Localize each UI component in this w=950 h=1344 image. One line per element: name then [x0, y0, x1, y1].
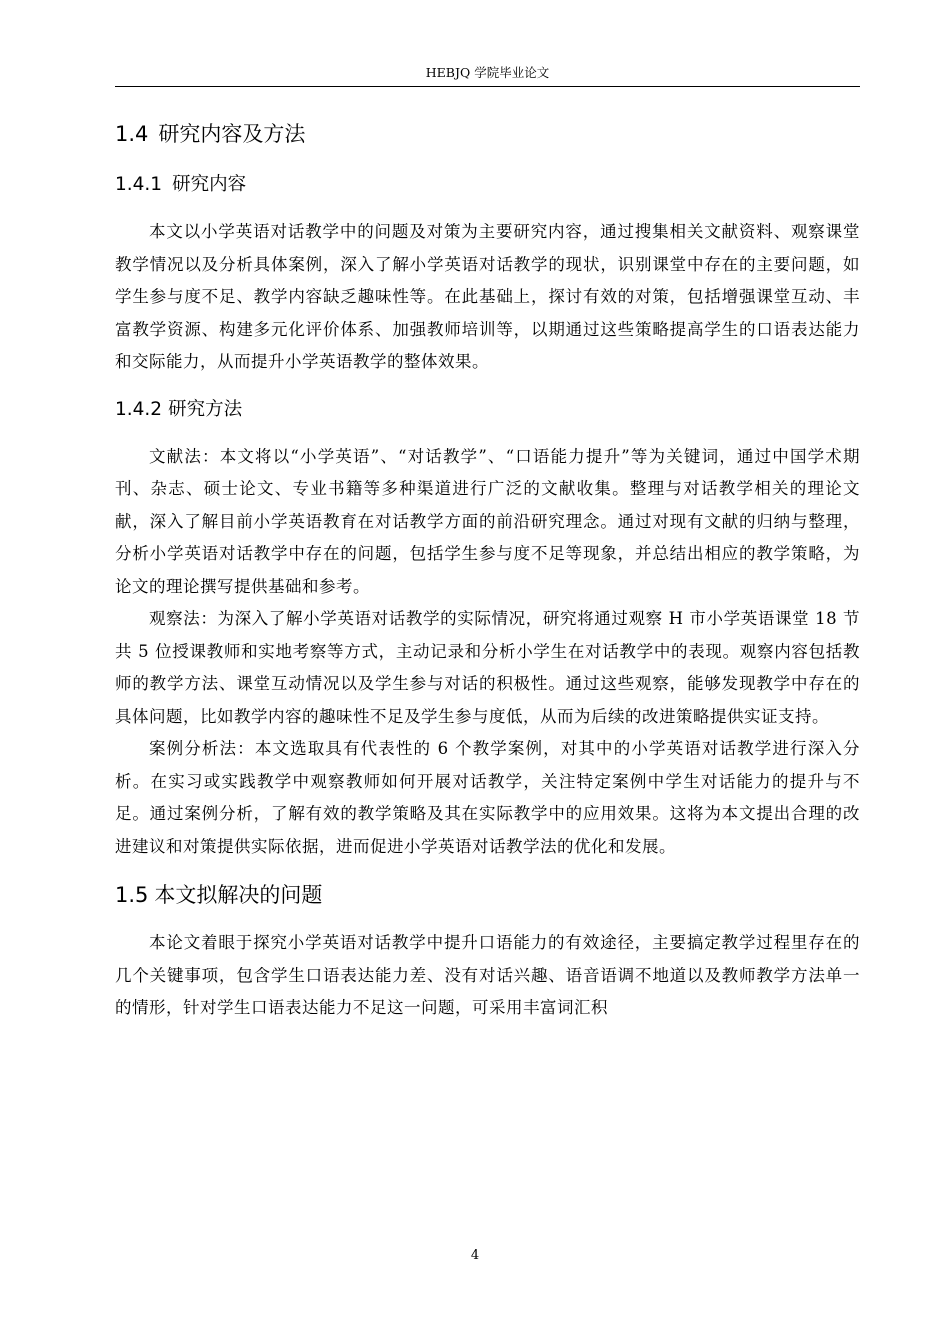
page-body — [115, 118, 860, 1025]
paragraph-problems-to-solve: 本论文着眼于探究小学英语对话教学中提升口语能力的有效途径，主要搞定教学过程里存在的几个关键事项，包含学生口语表达能力差、没有对话兴趣、语音语调不地道以及教师教学方法单一的情形，针对学生口语表达能力不足这一问题，可采用丰富词汇积 — [115, 933, 860, 1017]
running-header: HEBJQ 学院毕业论文 — [425, 65, 550, 80]
paragraph-case-analysis-method: 案例分析法：本文选取具有代表性的 6 个教学案例，对其中的小学英语对话教学进行深入分析。在实习或实践教学中观察教师如何开展对话教学，关注特定案例中学生对话能力的提升与不足。通过案例分析，了解有效的教学策略及其在实际教学中的应用效果。这将为本文提出合理的改进建议和对策提供实际依据，进而促进小学英语对话教学法的优化和发展。 — [115, 739, 860, 856]
section-number: 1.5 — [115, 883, 149, 907]
paragraph-literature-method: 文献法：本文将以“小学英语”、“对话教学”、“口语能力提升”等为关键词，通过中国学术期刊、杂志、硕士论文、专业书籍等多种渠道进行广泛的文献收集。整理与对话教学相关的理论文献，深入了解目前小学英语教育在对话教学方面的前沿研究理念。通过对现有文献的归纳与整理，分析小学英语对话教学中存在的问题，包括学生参与度不足等现象，并总结出相应的教学策略，为论文的理论撰写提供基础和参考。 — [115, 446, 860, 596]
subsection-title: 研究内容 — [172, 174, 247, 195]
section-heading-1-4 — [115, 118, 860, 150]
section-number: 1.4 — [115, 122, 149, 146]
subsection-number: 1.4.2 — [115, 398, 163, 420]
section-title: 研究内容及方法 — [158, 122, 306, 146]
subsection-number: 1.4.1 — [115, 174, 163, 195]
paragraph-research-content: 本文以小学英语对话教学中的问题及对策为主要研究内容，通过搜集相关文献资料、观察课堂教学情况以及分析具体案例，深入了解小学英语对话教学的现状，识别课堂中存在的主要问题，如学生参与度不足、教学内容缺乏趣味性等。在此基础上，探讨有效的对策，包括增强课堂互动、丰富教学资源、构建多元化评价体系、加强教师培训等，以期通过这些策略提高学生的口语表达能力和交际能力，从而提升小学英语教学的整体效果。 — [115, 222, 860, 371]
section-title: 本文拟解决的问题 — [154, 883, 323, 907]
paragraph-observation-method: 观察法：为深入了解小学英语对话教学的实际情况，研究将通过观察 H 市小学英语课堂 18 节共 5 位授课教师和实地考察等方式，主动记录和分析小学生在对话教学中的表现。观察内容包括教师的教学方法、课堂互动情况以及学生参与对话的积极性。通过这些观察，能够发现教学中存在的具体问题，比如教学内容的趣味性不足及学生参与度低，从而为后续的改进策略提供实证支持。 — [115, 609, 860, 726]
subsection-title: 研究方法 — [168, 398, 243, 420]
subsection-heading-1-4-1 — [115, 170, 860, 200]
page-number: 4 — [470, 1248, 480, 1263]
subsection-heading-1-4-2 — [115, 395, 860, 425]
header-rule — [115, 86, 860, 87]
section-heading-1-5 — [115, 879, 860, 911]
